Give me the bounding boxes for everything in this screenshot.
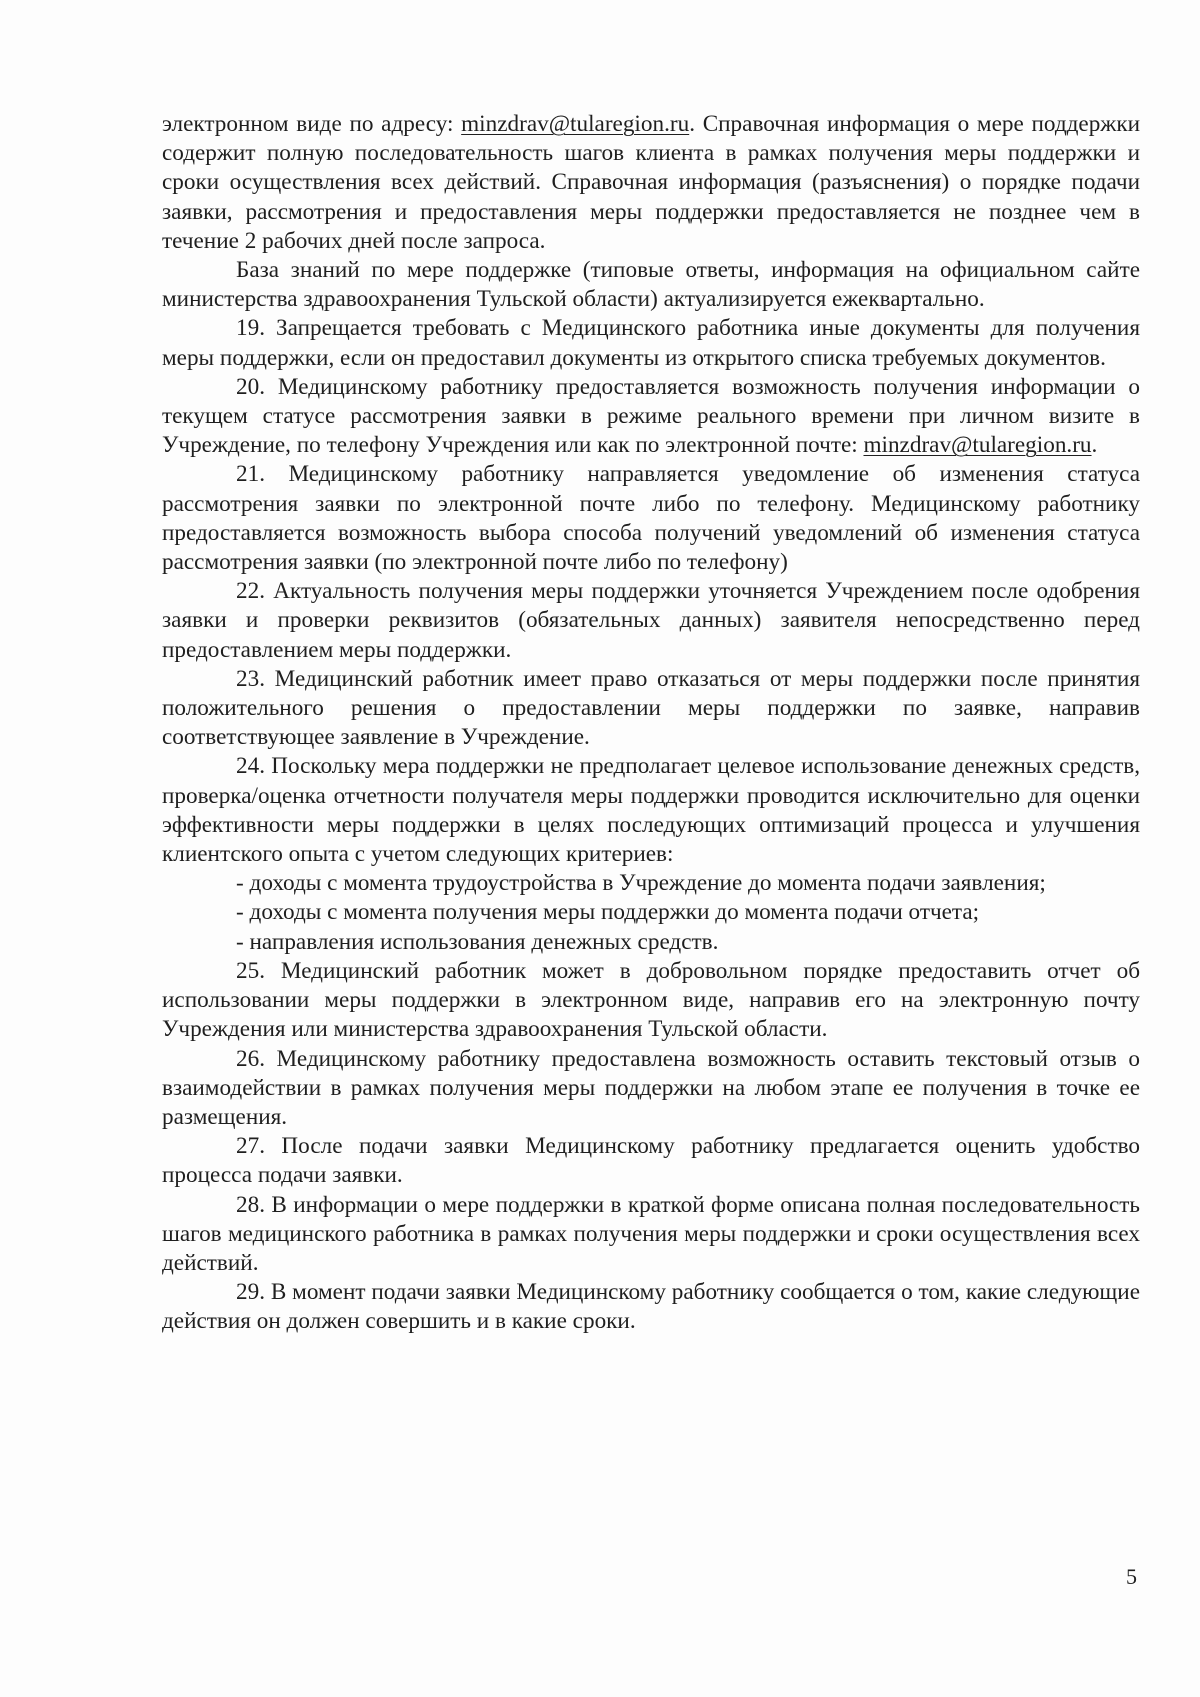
paragraph-text: 24. Поскольку мера поддержки не предполагает целевое использование денежных средств, проверка/оценка отчетности получателя меры поддержки проводится исключительно для оценки эффективности меры поддержки в целях последующих оптимизаций процесса и улучшения клиентского опыта с учетом следующих критериев: (162, 753, 1140, 868)
paragraph-21 (162, 460, 1140, 577)
paragraph-text: 25. Медицинский работник может в добровольном порядке предоставить отчет об использовании меры поддержки в электронном виде, направив его на электронную почту Учреждения или министерства здравоохранения Тульской области. (162, 957, 1140, 1043)
paragraph-24-b (162, 898, 1140, 927)
page-number: 5 (1126, 1564, 1137, 1589)
paragraph-28 (162, 1191, 1140, 1279)
paragraph-text: . Справочная информация о мере поддержки содержит полную последовательность шагов клиента в рамках получения меры поддержки и сроки осуществления всех действий. Справочная информация (разъяснения) о порядке подачи заявки, рассмотрения и предоставления меры поддержки предоставляется не позднее чем в течение 2 рабочих дней после запроса. (162, 111, 1140, 254)
paragraph-text: 19. Запрещается требовать с Медицинского работника иные документы для получения меры поддержки, если он предоставил документы из открытого списка требуемых документов. (162, 315, 1140, 371)
paragraph-27 (162, 1132, 1140, 1190)
paragraph-text: - доходы с момента получения меры поддержки до момента подачи отчета; (236, 899, 980, 926)
paragraph-text: . (1091, 432, 1098, 459)
document-body (162, 110, 1140, 1337)
paragraph-knowledge-base (162, 256, 1140, 314)
paragraph-text: 26. Медицинскому работнику предоставлена возможность оставить текстовый отзыв о взаимодействии в рамках получения меры поддержки на любом этапе ее получения в точке ее размещения. (162, 1045, 1140, 1130)
paragraph-text: - доходы с момента трудоустройства в Учреждение до момента подачи заявления; (236, 870, 1046, 897)
paragraph-23 (162, 665, 1140, 753)
paragraph-24-c (162, 928, 1140, 957)
paragraph-19 (162, 314, 1140, 372)
paragraph-text: 22. Актуальность получения меры поддержки уточняется Учреждением после одобрения заявки и проверки реквизитов (обязательных данных) заявителя непосредственно перед предоставлением меры поддержки. (162, 578, 1140, 663)
paragraph-text: 29. В момент подачи заявки Медицинскому работнику сообщается о том, какие следующие действия он должен совершить и в какие сроки. (162, 1279, 1140, 1335)
paragraph-24 (162, 752, 1140, 869)
paragraph-text: 21. Медицинскому работнику направляется уведомление об изменения статуса рассмотрения заявки по электронной почте либо по телефону. Медицинскому работнику предоставляется возможность выбора способа получений уведомлений об изменения статуса рассмотрения заявки (по электронной почте либо по телефону) (162, 461, 1140, 576)
paragraph-22 (162, 577, 1140, 665)
paragraph-text: 27. После подачи заявки Медицинскому работнику предлагается оценить удобство процесса подачи заявки. (162, 1133, 1140, 1189)
paragraph-text: 20. Медицинскому работнику предоставляется возможность получения информации о текущем статусе рассмотрения заявки в режиме реального времени при личном визите в Учреждение, по телефону Учреждения или как по электронной почте: (162, 373, 1140, 459)
email-link[interactable]: minzdrav@tularegion.ru (461, 111, 690, 137)
paragraph-text: - направления использования денежных средств. (236, 928, 719, 955)
paragraph-25 (162, 957, 1140, 1045)
paragraph-24-a (162, 869, 1140, 898)
paragraph-26 (162, 1045, 1140, 1133)
paragraph-20 (162, 373, 1140, 461)
paragraph-text: 28. В информации о мере поддержки в краткой форме описана полная последовательность шагов медицинского работника в рамках получения меры поддержки и сроки осуществления всех действий. (162, 1191, 1140, 1276)
paragraph-text: 23. Медицинский работник имеет право отказаться от меры поддержки после принятия положительного решения о предоставлении меры поддержки по заявке, направив соответствующее заявление в Учреждение. (162, 665, 1140, 751)
email-link[interactable]: minzdrav@tularegion.ru (863, 432, 1092, 459)
paragraph-text: База знаний по мере поддержке (типовые ответы, информация на официальном сайте министерства здравоохранения Тульской области) актуализируется ежеквартально. (162, 257, 1140, 313)
paragraph-cont (162, 110, 1140, 256)
paragraph-text: электронном виде по адресу: (162, 111, 462, 137)
paragraph-29 (162, 1278, 1140, 1336)
